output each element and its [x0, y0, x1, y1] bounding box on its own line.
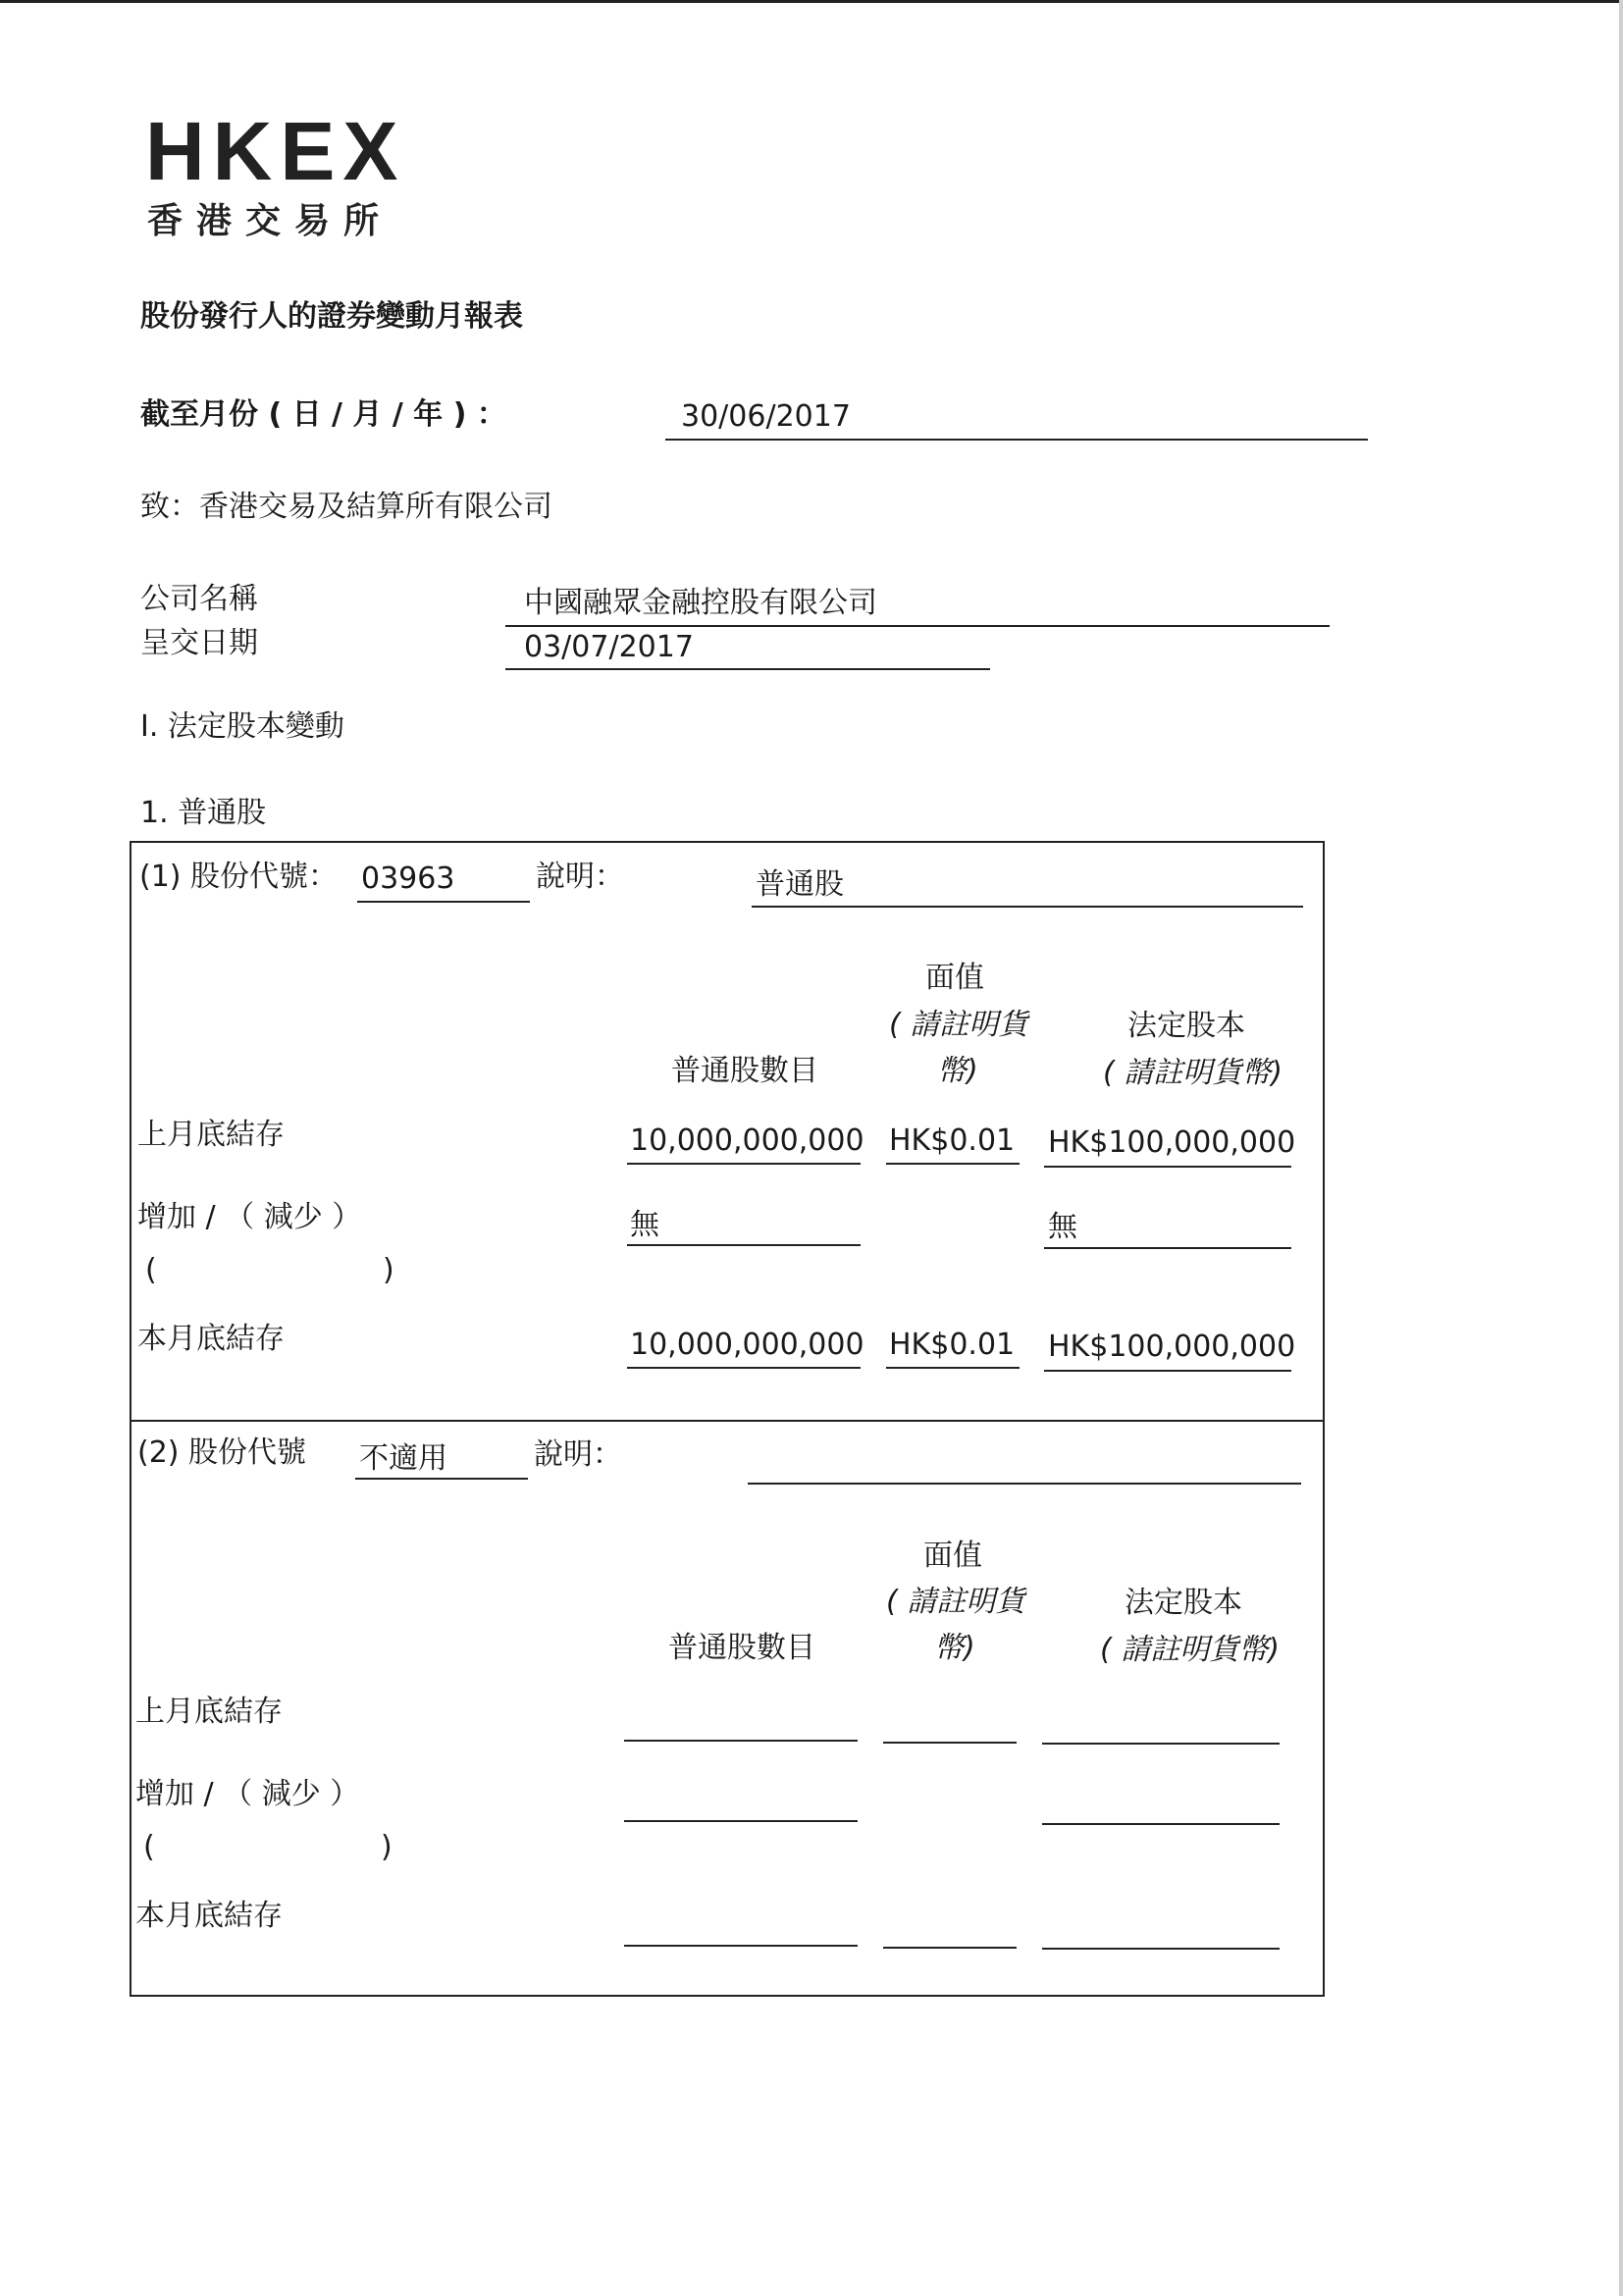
block2-prev-auth-underline — [1042, 1743, 1280, 1745]
block2-change-shares-underline — [624, 1820, 858, 1822]
block1-par-header-1: 面值 — [925, 961, 984, 995]
block1-prev-auth: HK$100,000,000 — [1048, 1125, 1296, 1160]
block2-code-label: (2) 股份代號 — [137, 1435, 307, 1470]
block2-curr-label: 本月底結存 — [135, 1899, 283, 1933]
block2-desc-label: 說明： — [534, 1437, 622, 1472]
submission-date-value: 03/07/2017 — [524, 630, 694, 664]
submission-date-underline — [505, 668, 990, 670]
block2-par-header-3: 幣) — [934, 1631, 975, 1665]
block2-par-header-2: ( 請註明貨 — [886, 1585, 1025, 1619]
to-line: 致：香港交易及結算所有限公司 — [140, 490, 552, 524]
block1-prev-auth-underline — [1044, 1166, 1291, 1168]
block1-change-close-paren: ) — [383, 1253, 394, 1287]
hkex-logo-text: HKEX — [145, 105, 406, 197]
block1-auth-header-2: ( 請註明貨幣) — [1103, 1056, 1283, 1090]
block1-curr-par-underline — [886, 1367, 1020, 1369]
block1-change-label: 增加 / （ 減少 ） — [137, 1200, 362, 1234]
block2-par-header-1: 面值 — [923, 1539, 982, 1573]
block1-desc-underline — [752, 906, 1303, 908]
block1-curr-label: 本月底結存 — [137, 1322, 285, 1356]
block1-prev-par: HK$0.01 — [889, 1123, 1016, 1158]
block1-change-shares: 無 — [630, 1208, 659, 1242]
block1-prev-shares-underline — [627, 1163, 861, 1165]
company-name-underline — [505, 625, 1330, 627]
block2-curr-shares-underline — [624, 1945, 858, 1947]
block1-prev-shares: 10,000,000,000 — [630, 1123, 864, 1158]
submission-date-label: 呈交日期 — [140, 626, 258, 660]
period-underline — [665, 439, 1368, 441]
block1-curr-shares: 10,000,000,000 — [630, 1328, 864, 1362]
hkex-logo-chinese: 香港交易所 — [147, 201, 393, 241]
block2-change-label: 增加 / （ 減少 ） — [135, 1777, 360, 1811]
block1-change-open-paren: ( — [145, 1253, 157, 1287]
block1-curr-auth: HK$100,000,000 — [1048, 1330, 1296, 1364]
block1-desc-value: 普通股 — [756, 867, 844, 902]
block2-change-auth-underline — [1042, 1823, 1280, 1825]
section-title: I. 法定股本變動 — [140, 709, 344, 744]
company-name-value: 中國融眾金融控股有限公司 — [524, 586, 877, 620]
block2-prev-par-underline — [883, 1742, 1017, 1744]
block2-code-underline — [355, 1478, 528, 1480]
block1-code-underline — [357, 901, 530, 903]
block1-change-auth: 無 — [1048, 1210, 1077, 1244]
period-value: 30/06/2017 — [681, 399, 851, 434]
block1-curr-par: HK$0.01 — [889, 1328, 1016, 1362]
block1-code-label: (1) 股份代號： — [139, 860, 339, 894]
block2-auth-header-2: ( 請註明貨幣) — [1100, 1633, 1280, 1667]
block2-shares-header: 普通股數目 — [668, 1631, 815, 1665]
block1-desc-label: 說明： — [536, 860, 624, 894]
block2-curr-par-underline — [883, 1947, 1017, 1949]
scan-right-edge — [1619, 0, 1623, 2296]
block2-desc-underline — [748, 1483, 1301, 1485]
block1-code-value: 03963 — [361, 861, 455, 896]
scan-top-edge — [0, 0, 1623, 3]
block1-change-shares-underline — [627, 1244, 861, 1246]
block1-shares-header: 普通股數目 — [671, 1054, 818, 1088]
block1-prev-label: 上月底結存 — [137, 1118, 285, 1152]
period-label: 截至月份 ( 日 / 月 / 年 ) ： — [140, 397, 506, 432]
form-title: 股份發行人的證券變動月報表 — [140, 299, 523, 334]
block2-auth-header-1: 法定股本 — [1125, 1586, 1242, 1620]
subsection-title: 1. 普通股 — [140, 796, 267, 830]
block2-code-value: 不適用 — [359, 1441, 447, 1476]
block2-change-open-paren: ( — [143, 1830, 155, 1864]
block2-change-close-paren: ) — [381, 1830, 393, 1864]
block1-par-header-3: 幣) — [937, 1054, 978, 1088]
block2-prev-shares-underline — [624, 1740, 858, 1742]
block1-change-auth-underline — [1044, 1247, 1291, 1249]
block2-curr-auth-underline — [1042, 1948, 1280, 1950]
block1-prev-par-underline — [886, 1163, 1020, 1165]
block1-par-header-2: ( 請註明貨 — [889, 1008, 1028, 1042]
block-divider — [130, 1420, 1325, 1422]
company-name-label: 公司名稱 — [140, 582, 258, 616]
block1-curr-auth-underline — [1044, 1370, 1291, 1372]
block1-auth-header-1: 法定股本 — [1127, 1009, 1245, 1043]
block2-prev-label: 上月底結存 — [135, 1695, 283, 1729]
block1-curr-shares-underline — [627, 1367, 861, 1369]
